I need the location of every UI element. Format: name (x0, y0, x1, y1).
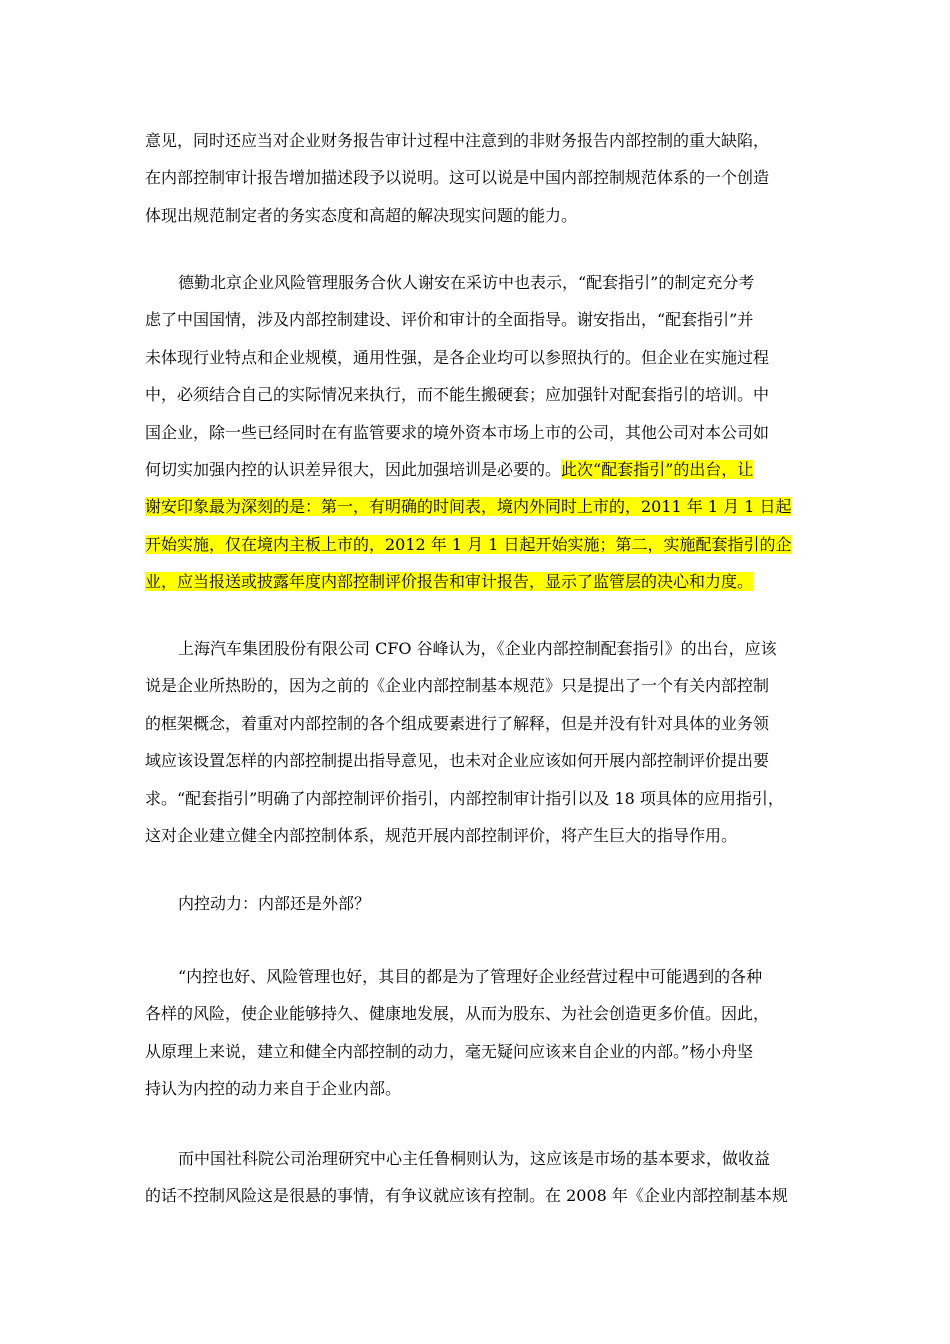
text-line: 的框架概念，着重对内部控制的各个组成要素进行了解释，但是并没有针对具体的业务领 (145, 713, 770, 733)
paragraph-quote (145, 958, 810, 1108)
text-segment: 何切实加强内控的认识差异很大，因此加强培训是必要的。 (145, 459, 562, 479)
highlighted-line (145, 563, 810, 600)
highlighted-text: 开始实施，仅在境内主板上市的，2012 年 1 月 1 日起开始实施；第二，实施配套指引的企 (145, 534, 792, 554)
highlighted-text: 业，应当报送或披露年度内部控制评价报告和审计报告，显示了监管层的决心和力度。 (145, 572, 754, 592)
text-line: 上海汽车集团股份有限公司 CFO 谷峰认为，《企业内部控制配套指引》的出台，应该 (178, 639, 777, 658)
section-heading (145, 885, 810, 922)
highlighted-text: 此次“配套指引”的出台，让 (561, 459, 754, 479)
text-line: 虑了中国国情，涉及内部控制建设、评价和审计的全面指导。谢安指出，“配套指引”并 (145, 310, 754, 330)
paragraph-deloitte (145, 264, 810, 601)
text-line: 的话不控制风险这是很悬的事情，有争议就应该有控制。在 2008 年《企业内部控制基本规 (145, 1186, 788, 1206)
highlighted-line (145, 488, 810, 525)
text-line: 国企业，除一些已经同时在有监管要求的境外资本市场上市的公司，其他公司对本公司如 (145, 422, 770, 442)
text-line: 体现出规范制定者的务实态度和高超的解决现实问题的能力。 (145, 205, 578, 225)
paragraph-saic-cfo (145, 630, 810, 854)
text-line: 从原理上来说，建立和健全内部控制的动力，毫无疑问应该来自企业的内部。”杨小舟坚 (145, 1041, 754, 1061)
heading-text: 内控动力：内部还是外部？ (178, 894, 371, 913)
paragraph-cass (145, 1140, 810, 1215)
text-line: 而中国社科院公司治理研究中心主任鲁桐则认为，这应该是市场的基本要求，做收益 (178, 1149, 771, 1168)
text-line: 未体现行业特点和企业规模，通用性强，是各企业均可以参照执行的。但企业在实施过程 (145, 347, 770, 367)
text-line: 域应该设置怎样的内部控制提出指导意见，也未对企业应该如何开展内部控制评价提出要 (145, 751, 770, 771)
text-line: 德勤北京企业风险管理服务合伙人谢安在采访中也表示，“配套指引”的制定充分考 (178, 273, 755, 292)
paragraph-continuation (145, 122, 810, 234)
text-line: 中，必须结合自己的实际情况来执行，而不能生搬硬套；应加强针对配套指引的培训。中 (145, 385, 770, 405)
text-line: 各样的风险，使企业能够持久、健康地发展，从而为股东、为社会创造更多价值。因此， (145, 1004, 770, 1024)
text-line: 说是企业所热盼的，因为之前的《企业内部控制基本规范》只是提出了一个有关内部控制 (145, 676, 770, 696)
highlighted-text: 谢安印象最为深刻的是：第一，有明确的时间表，境内外同时上市的，2011 年 1 月 1 日起 (145, 497, 792, 517)
text-line: 意见，同时还应当对企业财务报告审计过程中注意到的非财务报告内部控制的重大缺陷， (145, 131, 770, 150)
text-line: 求。“配套指引”明确了内部控制评价指引，内部控制审计指引以及 18 项具体的应用指引， (145, 788, 784, 808)
text-line: 持认为内控的动力来自于企业内部。 (145, 1079, 402, 1099)
text-line-mixed (145, 451, 810, 488)
text-line: 这对企业建立健全内部控制体系，规范开展内部控制评价，将产生巨大的指导作用。 (145, 825, 738, 845)
text-line: 在内部控制审计报告增加描述段予以说明。这可以说是中国内部控制规范体系的一个创造 (145, 168, 770, 188)
text-line: “内控也好、风险管理也好，其目的都是为了管理好企业经营过程中可能遇到的各种 (178, 967, 763, 986)
highlighted-line (145, 526, 810, 563)
